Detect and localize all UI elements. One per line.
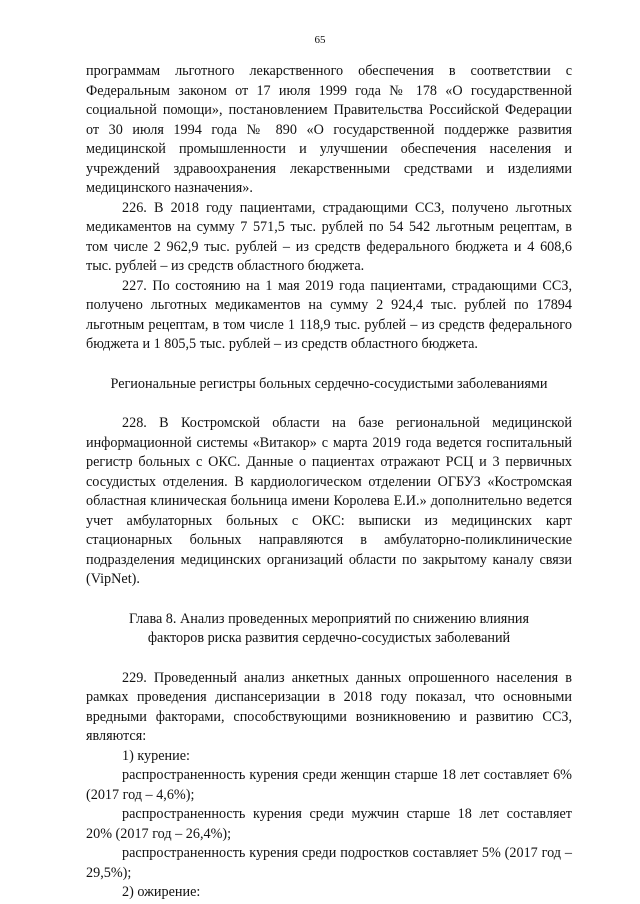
list-item-obesity: 2) ожирение:: [122, 884, 201, 900]
list-item-smoking-women: распространенность курения среди женщин старше 18 лет составляет 6% (2017 год – 4,6%);: [86, 767, 572, 803]
paragraph-226: 226. В 2018 году пациентами, страдающими ССЗ, получено льготных медикаментов на сумму 7 571,5 тыс. рублей по 54 542 льготным рецептам, в том числе 2 962,9 тыс. рублей – из средств федерального бюджета и 4 608,6 тыс. рублей – из средств областного бюджета.: [86, 199, 572, 274]
page-number: 65: [314, 34, 326, 46]
page-content: [86, 62, 572, 903]
chapter-heading-line-1: Глава 8. Анализ проведенных мероприятий по снижению влияния: [128, 610, 530, 627]
paragraph-227: 227. По состоянию на 1 мая 2019 года пациентами, страдающими ССЗ, получено льготных медикаментов на сумму 2 924,4 тыс. рублей по 17894 льготным рецептам, в том числе 1 118,9 тыс. рублей – из средств федерального бюджета и 1 805,5 тыс. рублей – из средств областного бюджета.: [86, 277, 572, 352]
list-item-smoking-men: распространенность курения среди мужчин старше 18 лет составляет 20% (2017 год – 26,4%);: [86, 806, 572, 842]
list-item-smoking: 1) курение:: [122, 747, 190, 764]
paragraph-229: 229. Проведенный анализ анкетных данных опрошенного населения в рамках проведения диспансеризации в 2018 году показал, что основными вредными факторами, способствующими возникновению и развитию ССЗ, являются:: [86, 669, 572, 744]
paragraph-228: 228. В Костромской области на базе региональной медицинской информационной системы «Витакор» с марта 2019 года ведется госпитальный регистр больных с ОКС. Данные о пациентах отражают РСЦ и 3 первичных сосудистых отделения. В кардиологическом отделении ОГБУЗ «Костромская областная клиническая больница имени Королева Е.И.» дополнительно ведется учет амбулаторных больных с ОКС: выписки из медицинских карт стационарных больных направляются в амбулаторно-поликлинические подразделения медицинских организаций области по закрытому каналу связи (VipNet).: [86, 415, 572, 587]
section-heading-registers: Региональные регистры больных сердечно-сосудистыми заболеваниями: [110, 375, 548, 392]
paragraph-continuation: программам льготного лекарственного обеспечения в соответствии с Федеральным законом от 17 июля 1999 года № 178 «О государственной социальной помощи», постановлением Правительства Российской Федерации от 30 июля 1994 года № 890 «О государственной поддержке развития медицинской промышленности и улучшении обеспечения населения и учреждений здравоохранения лекарственными средствами и изделиями медицинского назначения».: [86, 63, 572, 196]
list-item-smoking-teens: распространенность курения среди подростков составляет 5% (2017 год – 29,5%);: [86, 845, 572, 881]
chapter-heading: [86, 610, 572, 649]
chapter-heading-line-2: факторов риска развития сердечно-сосудистых заболеваний: [147, 630, 511, 646]
